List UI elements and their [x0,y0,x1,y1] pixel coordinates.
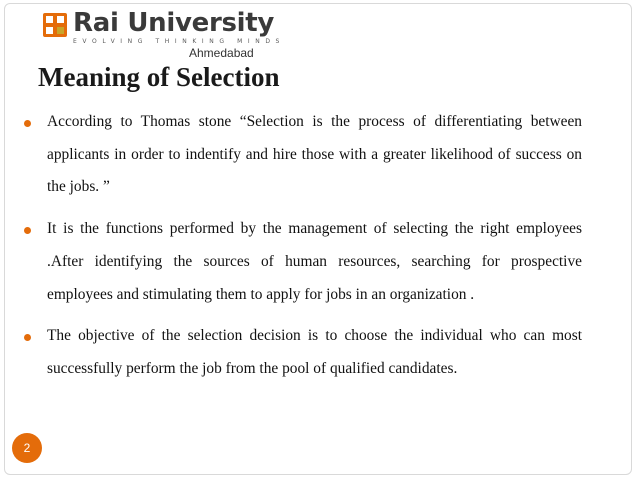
bullet-item [22,213,582,311]
university-logo [42,8,285,60]
bullet-list [22,106,582,395]
logo-campus: Ahmedabad [189,46,254,60]
bullet-item [22,320,582,385]
bullet-text: It is the functions performed by the management of selecting the right employees .After identifying the sources of human resources, searching for prospective employees and stimulating them to apply for jobs in an organization . [47,220,582,303]
logo-tagline: EVOLVING THINKING MINDS [73,38,285,45]
bullet-item [22,106,582,204]
slide-title: Meaning of Selection [38,62,280,92]
bullet-dot-icon [24,120,31,127]
bullet-text: The objective of the selection decision is to choose the individual who can most successfully perform the job from the pool of qualified candidates. [47,327,582,377]
logo-name: Rai University [73,8,275,38]
university-crest-icon [42,12,68,38]
bullet-dot-icon [24,227,31,234]
bullet-text: According to Thomas stone “Selection is the process of differentiating between applicants in order to indentify and hire those with a greater likelihood of success on the jobs. ” [47,113,582,196]
page-number-badge: 2 [12,433,42,463]
bullet-dot-icon [24,334,31,341]
